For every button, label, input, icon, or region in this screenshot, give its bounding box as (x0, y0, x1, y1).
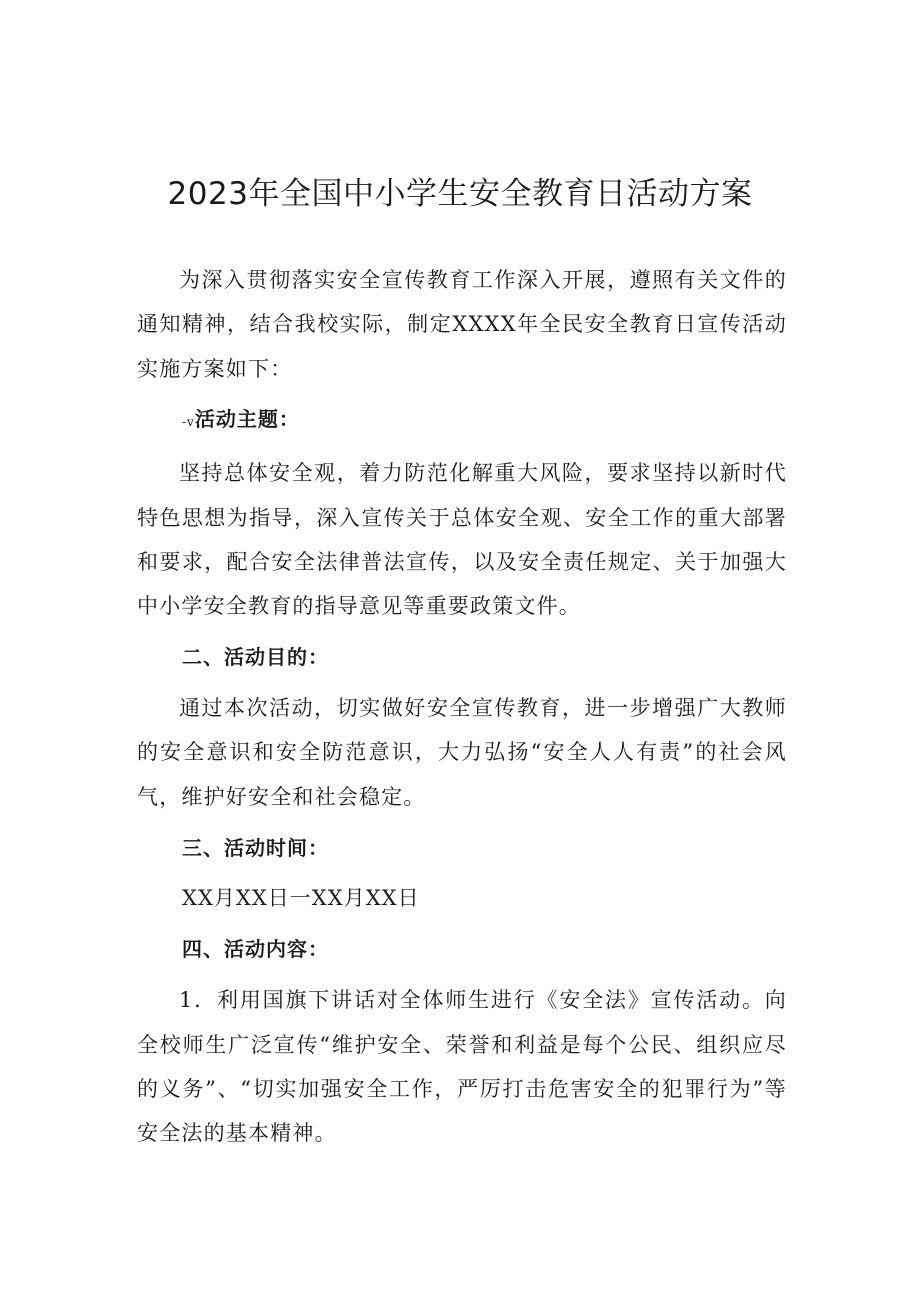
section-heading-time: 三、活动时间： (182, 835, 329, 860)
heading-text: 活动主题： (194, 407, 300, 432)
section-body-time: XX月XX日一XX月XX日 (182, 886, 420, 911)
section-body-content: 1．利用国旗下讲话对全体师生进行《安全法》宣传活动。向全校师生广泛宣传“维护安全、荣誉和利益是每个公民、组织应尽的义务”、“切实加强安全工作，严厉打击危害安全的犯罪行为”等安全法的基本精神。 (137, 988, 787, 1146)
section-heading-content: 四、活动内容： (182, 937, 329, 962)
section-heading-purpose: 二、活动目的： (182, 645, 329, 670)
section-body-purpose: 通过本次活动，切实做好安全宣传教育，进一步增强广大教师的安全意识和安全防范意识，大力弘扬“安全人人有责”的社会风气，维护好安全和社会稳定。 (137, 696, 787, 809)
section-heading-theme (137, 397, 787, 444)
intro-paragraph: 为深入贯彻落实安全宣传教育工作深入开展，遵照有关文件的通知精神，结合我校实际，制定XXXX年全民安全教育日宣传活动实施方案如下： (137, 268, 787, 381)
document-body (137, 258, 787, 1162)
section-body-theme: 坚持总体安全观，着力防范化解重大风险，要求坚持以新时代特色思想为指导，深入宣传关于总体安全观、安全工作的重大部署和要求，配合安全法律普法宣传，以及安全责任规定、关于加强大中小学安全教育的指导意见等重要政策文件。 (137, 461, 787, 619)
heading-prefix: -v (182, 415, 195, 430)
document-title: 2023年全国中小学生安全教育日活动方案 (167, 176, 753, 212)
